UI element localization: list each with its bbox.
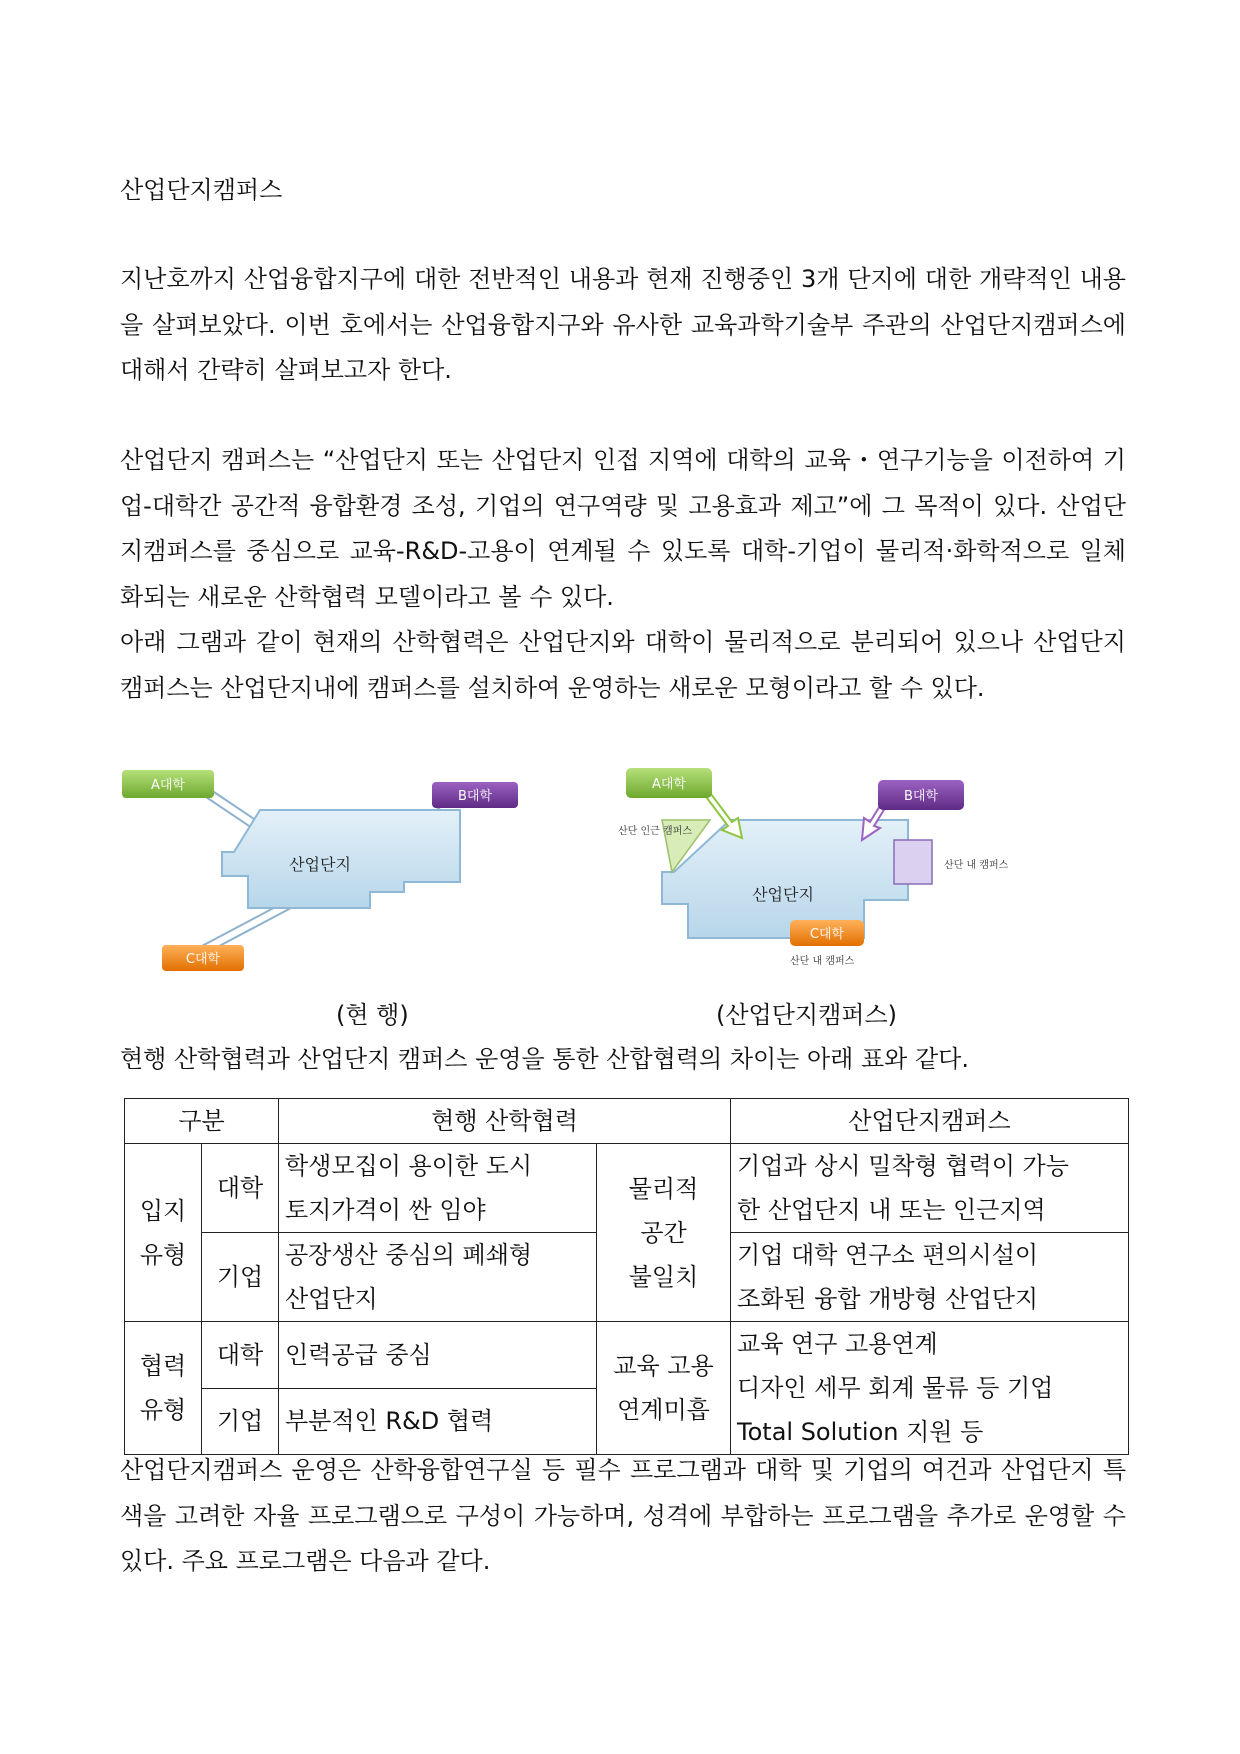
comparison-table (124, 1098, 1129, 1455)
sub-label-company: 기업 (202, 1233, 279, 1322)
a-univ-label: A대학 (651, 777, 687, 792)
table-header-row (125, 1099, 1129, 1144)
table-row (125, 1322, 1129, 1389)
a-univ-label: A대학 (150, 778, 186, 793)
cell-coop-diff: 교육 고용 연계미흡 (597, 1322, 731, 1455)
row-label-coop: 협력 유형 (125, 1322, 202, 1455)
header-category: 구분 (125, 1099, 279, 1144)
b-univ-label: B대학 (903, 789, 939, 804)
sub-label-univ: 대학 (202, 1144, 279, 1233)
paragraph-body (120, 438, 1126, 711)
cell-loc-company-current: 공장생산 중심의 폐쇄형 산업단지 (279, 1233, 597, 1322)
paragraph-figure-intro: 아래 그램과 같이 현재의 산학협력은 산업단지와 대학이 물리적으로 분리되어 있으나 산업단지 캠퍼스는 산업단지내에 캠퍼스를 설치하여 운영하는 새로운 모형이라고 할 수 있다. (120, 628, 1126, 702)
paragraph-programs: 산업단지캠퍼스 운영은 산학융합연구실 등 필수 프로그램과 대학 및 기업의 여건과 산업단지 특색을 고려한 자율 프로그램으로 구성이 가능하며, 성격에 부합하는 프로그램을 추가로 운영할 수 있다. 주요 프로그램은 다음과 같다. (120, 1456, 1126, 1575)
table-intro: 현행 산학협력과 산업단지 캠퍼스 운영을 통한 산합협력의 차이는 아래 표와 같다. (120, 1045, 969, 1073)
cell-loc-diff: 물리적 공간 불일치 (597, 1144, 731, 1322)
figure-campus-model (618, 760, 1068, 985)
complex-label: 산업단지 (289, 855, 351, 874)
header-campus: 산업단지캠퍼스 (731, 1099, 1129, 1144)
paragraph-intro: 지난호까지 산업융합지구에 대한 전반적인 내용과 현재 진행중인 3개 단지에 대한 개략적인 내용을 살펴보았다. 이번 호에서는 산업융합지구와 유사한 교육과학기술부 주관의 산업단지캠퍼스에 대해서 간략히 살펴보고자 한다. (120, 265, 1126, 384)
c-univ-label: C대학 (809, 927, 845, 942)
cell-loc-univ-campus: 기업과 상시 밀착형 협력이 가능 한 산업단지 내 또는 인근지역 (731, 1144, 1129, 1233)
figure-caption-campus: (산업단지캠퍼스) (716, 1001, 898, 1029)
inner-campus-label-2: 산단 내 캠퍼스 (790, 956, 855, 967)
inner-campus-label-1: 산단 내 캠퍼스 (944, 860, 1009, 871)
section-title: 산업단지캠퍼스 (120, 176, 283, 204)
figure-caption-current: (현 행) (336, 1001, 409, 1029)
complex-label: 산업단지 (752, 885, 814, 904)
sub-label-univ: 대학 (202, 1322, 279, 1389)
row-label-location: 입지 유형 (125, 1144, 202, 1322)
cell-coop-univ-current: 인력공급 중심 (279, 1322, 597, 1389)
figure-current-model (120, 760, 540, 980)
c-univ-label: C대학 (185, 952, 221, 967)
b-univ-label: B대학 (457, 789, 493, 804)
inner-campus-shape (894, 840, 932, 884)
header-current: 현행 산학협력 (279, 1099, 731, 1144)
sub-label-company: 기업 (202, 1388, 279, 1455)
cell-loc-company-campus: 기업 대학 연구소 편의시설이 조화된 융합 개방형 산업단지 (731, 1233, 1129, 1322)
cell-coop-company-current: 부분적인 R&D 협력 (279, 1388, 597, 1455)
industrial-complex-shape (662, 820, 908, 938)
paragraph-purpose: 산업단지 캠퍼스는 “산업단지 또는 산업단지 인접 지역에 대학의 교육・연구기능을 이전하여 기업-대학간 공간적 융합환경 조성, 기업의 연구역량 및 고용효과 제고”에 그 목적이 있다. 산업단지캠퍼스를 중심으로 교육-R&D-고용이 연계될 수 있도록 대학-기업이 물리적·화학적으로 일체화되는 새로운 산학협력 모델이라고 볼 수 있다. (120, 446, 1126, 611)
cell-coop-campus: 교육 연구 고용연계 디자인 세무 회계 물류 등 기업 Total Solution 지원 등 (731, 1322, 1129, 1455)
table-row (125, 1144, 1129, 1233)
cell-loc-univ-current: 학생모집이 용이한 도시 토지가격이 싼 임야 (279, 1144, 597, 1233)
near-campus-label: 산단 인근 캠퍼스 (618, 826, 692, 837)
